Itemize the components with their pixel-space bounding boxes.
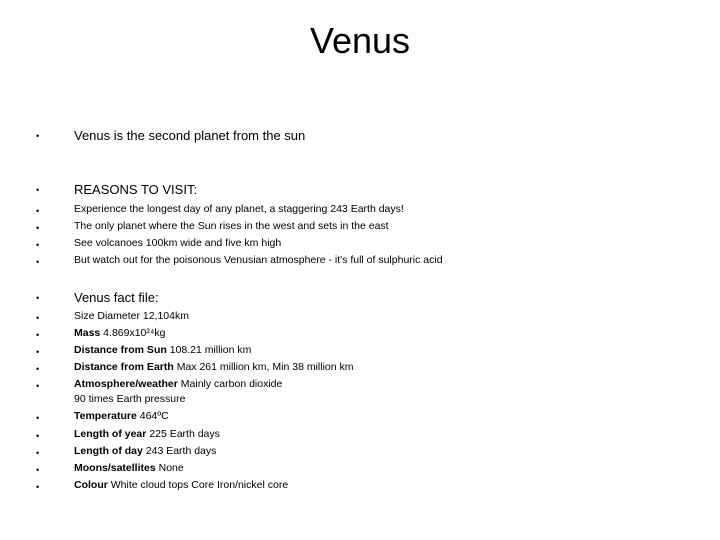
bullet: • xyxy=(36,413,40,423)
fact-item-day: Length of day 243 Earth days xyxy=(74,445,217,457)
intro-text: Venus is the second planet from the sun xyxy=(74,128,306,143)
fact-item-distance-earth: Distance from Earth Max 261 million km, Min 38 million km xyxy=(74,361,354,373)
reason-item: The only planet where the Sun rises in the west and sets in the east xyxy=(74,220,389,232)
fact-item-atmosphere: Atmosphere/weather Mainly carbon dioxide xyxy=(74,378,283,390)
bullet: • xyxy=(36,347,40,357)
bullet: • xyxy=(36,223,40,233)
reason-item: Experience the longest day of any planet, a staggering 243 Earth days! xyxy=(74,203,404,215)
venus-planet-image xyxy=(529,0,720,190)
fact-item-size: Size Diameter 12,104km xyxy=(74,310,189,322)
fact-item-distance-sun: Distance from Sun 108.21 million km xyxy=(74,344,252,356)
bullet: • xyxy=(36,185,40,195)
bullet: • xyxy=(36,293,40,303)
fact-item-moons: Moons/satellites None xyxy=(74,462,184,474)
reason-item: But watch out for the poisonous Venusian atmosphere - it's full of sulphuric acid xyxy=(74,254,443,266)
fact-item-temperature: Temperature 464ºC xyxy=(74,410,169,422)
bullet: • xyxy=(36,465,40,475)
slide-title: Venus xyxy=(309,20,411,61)
bullet: • xyxy=(36,313,40,323)
fact-item-atmosphere-line2: 90 times Earth pressure xyxy=(74,393,186,405)
bullet: • xyxy=(36,240,40,250)
bullet: • xyxy=(36,364,40,374)
fact-item-colour: Colour White cloud tops Core Iron/nickel core xyxy=(74,479,289,491)
bullet: • xyxy=(36,482,40,492)
bullet: • xyxy=(36,431,40,441)
bullet: • xyxy=(36,330,40,340)
reason-item: See volcanoes 100km wide and five km high xyxy=(74,237,282,249)
bullet: • xyxy=(36,448,40,458)
bullet: • xyxy=(36,257,40,267)
fact-item-mass: Mass 4.869x10²⁴kg xyxy=(74,327,166,339)
bullet: • xyxy=(36,131,40,141)
fact-item-year: Length of year 225 Earth days xyxy=(74,428,220,440)
fact-file-heading: Venus fact file: xyxy=(74,290,159,305)
bullet: • xyxy=(36,381,40,391)
bullet: • xyxy=(36,206,40,216)
reasons-heading: REASONS TO VISIT: xyxy=(74,182,198,197)
